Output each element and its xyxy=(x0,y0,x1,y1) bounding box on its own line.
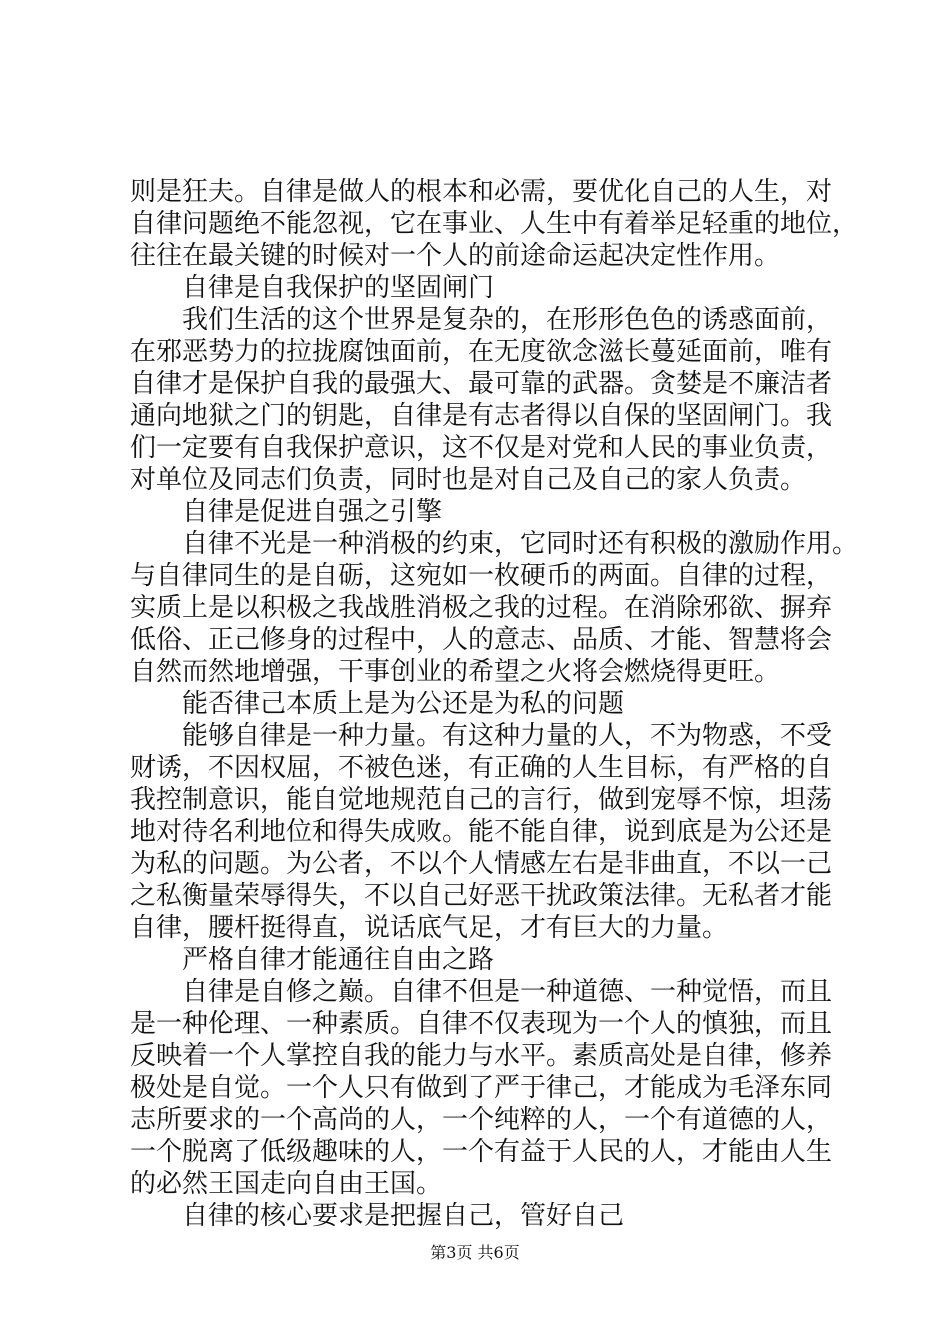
body-text-line: 反映着一个人掌控自我的能力与水平。素质高处是自律，修养 xyxy=(130,1041,833,1071)
body-text-line: 自律才是保护自我的最强大、最可靠的武器。贪婪是不廉洁者 xyxy=(130,369,833,399)
body-text-line: 往往在最关键的时候对一个人的前途命运起决定性作用。 xyxy=(130,241,781,271)
section-heading: 严格自律才能通往自由之路 xyxy=(182,945,495,975)
body-text-line: 地对待名利地位和得失成败。能不能自律，说到底是为公还是 xyxy=(130,817,833,847)
body-text-line: 的必然王国走向自由王国。 xyxy=(130,1169,443,1199)
body-text-line: 自律问题绝不能忽视，它在事业、人生中有着举足轻重的地位， xyxy=(130,209,859,239)
body-text-line: 通向地狱之门的钥匙，自律是有志者得以自保的坚固闸门。我 xyxy=(130,401,833,431)
section-heading: 自律的核心要求是把握自己，管好自己 xyxy=(182,1201,625,1231)
section-heading: 自律是自我保护的坚固闸门 xyxy=(182,273,495,303)
section-heading: 自律是促进自强之引擎 xyxy=(182,497,443,527)
body-text-line: 对单位及同志们负责，同时也是对自己及自己的家人负责。 xyxy=(130,465,807,495)
body-text-line: 低俗、正己修身的过程中，人的意志、品质、才能、智慧将会 xyxy=(130,625,833,655)
body-text-line: 为私的问题。为公者，不以个人情感左右是非曲直，不以一己 xyxy=(130,849,833,879)
body-text-line: 是一种伦理、一种素质。自律不仅表现为一个人的慎独，而且 xyxy=(130,1009,833,1039)
page-number-footer: 第3页 共6页 xyxy=(430,1243,520,1262)
body-text-line: 与自律同生的是自砺，这宛如一枚硬币的两面。自律的过程， xyxy=(130,561,833,591)
body-text-line: 一个脱离了低级趣味的人，一个有益于人民的人，才能由人生 xyxy=(130,1137,833,1167)
body-text-line: 极处是自觉。一个人只有做到了严于律己，才能成为毛泽东同 xyxy=(130,1073,833,1103)
body-text-line: 自律是自修之巅。自律不但是一种道德、一种觉悟，而且 xyxy=(182,977,833,1007)
section-heading: 能否律己本质上是为公还是为私的问题 xyxy=(182,689,625,719)
body-text-line: 自然而然地增强，干事创业的希望之火将会燃烧得更旺。 xyxy=(130,657,781,687)
body-text-line: 则是狂夫。自律是做人的根本和必需，要优化自己的人生，对 xyxy=(130,177,833,207)
body-text-line: 之私衡量荣辱得失，不以自己好恶干扰政策法律。无私者才能 xyxy=(130,881,833,911)
body-text-line: 自律，腰杆挺得直，说话底气足，才有巨大的力量。 xyxy=(130,913,729,943)
body-text-line: 能够自律是一种力量。有这种力量的人，不为物惑，不受 xyxy=(182,721,833,751)
body-text-line: 我控制意识，能自觉地规范自己的言行，做到宠辱不惊，坦荡 xyxy=(130,785,833,815)
body-text-line: 实质上是以积极之我战胜消极之我的过程。在消除邪欲、摒弃 xyxy=(130,593,833,623)
body-text-line: 财诱，不因权屈，不被色迷，有正确的人生目标，有严格的自 xyxy=(130,753,833,783)
body-text-line: 们一定要有自我保护意识，这不仅是对党和人民的事业负责， xyxy=(130,433,833,463)
body-text-line: 志所要求的一个高尚的人，一个纯粹的人，一个有道德的人， xyxy=(130,1105,833,1135)
body-text-line: 在邪恶势力的拉拢腐蚀面前，在无度欲念滋长蔓延面前，唯有 xyxy=(130,337,833,367)
body-text-line: 自律不光是一种消极的约束，它同时还有积极的激励作用。 xyxy=(182,529,859,559)
body-text-line: 我们生活的这个世界是复杂的，在形形色色的诱惑面前， xyxy=(182,305,833,335)
